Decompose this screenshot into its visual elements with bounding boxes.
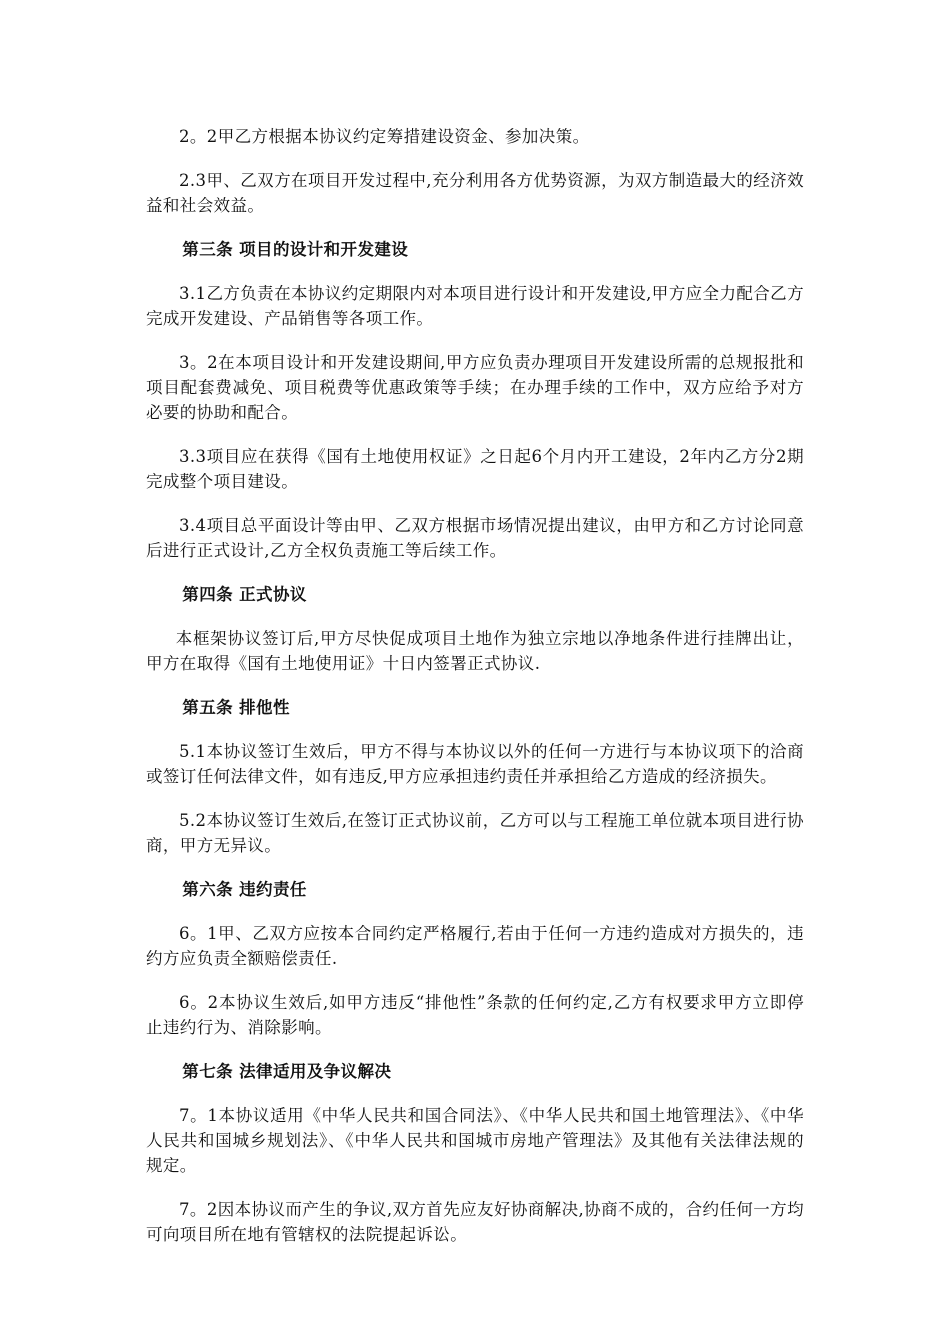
article-7-heading: 第七条 法律适用及争议解决	[182, 1062, 392, 1081]
article-4-body: 本框架协议签订后,甲方尽快促成项目土地作为独立宗地以净地条件进行挂牌出让，甲方在取得《国有土地使用证》十日内签署正式协议.	[146, 629, 804, 673]
clause-3-4: 3.4项目总平面设计等由甲、乙双方根据市场情况提出建议，由甲方和乙方讨论同意后进行正式设计,乙方全权负责施工等后续工作。	[146, 516, 804, 560]
clause-3-1: 3.1乙方负责在本协议约定期限内对本项目进行设计和开发建设,甲方应全力配合乙方完成开发建设、产品销售等各项工作。	[146, 284, 804, 328]
clause-7-1: 7。1本协议适用《中华人民共和国合同法》、《中华人民共和国土地管理法》、《中华人民共和国城乡规划法》、《中华人民共和国城市房地产管理法》及其他有关法律法规的规定。	[146, 1106, 804, 1175]
clause-5-1: 5.1本协议签订生效后，甲方不得与本协议以外的任何一方进行与本协议项下的洽商或签订任何法律文件，如有违反,甲方应承担违约责任并承担给乙方造成的经济损失。	[146, 742, 804, 786]
clause-3-2: 3。2在本项目设计和开发建设期间,甲方应负责办理项目开发建设所需的总规报批和项目配套费减免、项目税费等优惠政策等手续；在办理手续的工作中，双方应给予对方必要的协助和配合。	[146, 353, 804, 422]
clause-6-2: 6。2本协议生效后,如甲方违反“排他性”条款的任何约定,乙方有权要求甲方立即停止违约行为、消除影响。	[146, 993, 804, 1037]
article-3-heading: 第三条 项目的设计和开发建设	[182, 240, 409, 259]
article-5-heading: 第五条 排他性	[182, 698, 290, 717]
article-6-heading: 第六条 违约责任	[182, 880, 307, 899]
article-4-heading: 第四条 正式协议	[182, 585, 307, 604]
clause-5-2: 5.2本协议签订生效后,在签订正式协议前，乙方可以与工程施工单位就本项目进行协商，甲方无异议。	[146, 811, 804, 855]
clause-3-3: 3.3项目应在获得《国有土地使用权证》之日起6个月内开工建设，2年内乙方分2期完成整个项目建设。	[146, 447, 804, 491]
clause-6-1: 6。1甲、乙双方应按本合同约定严格履行,若由于任何一方违约造成对方损失的，违约方应负责全额赔偿责任.	[146, 924, 804, 968]
clause-2-3: 2.3甲、乙双方在项目开发过程中,充分利用各方优势资源，为双方制造最大的经济效益和社会效益。	[146, 171, 804, 215]
clause-7-2: 7。2因本协议而产生的争议,双方首先应友好协商解决,协商不成的，合约任何一方均可向项目所在地有管辖权的法院提起诉讼。	[146, 1200, 804, 1244]
clause-2-2: 2。2甲乙方根据本协议约定筹措建设资金、参加决策。	[179, 127, 590, 146]
